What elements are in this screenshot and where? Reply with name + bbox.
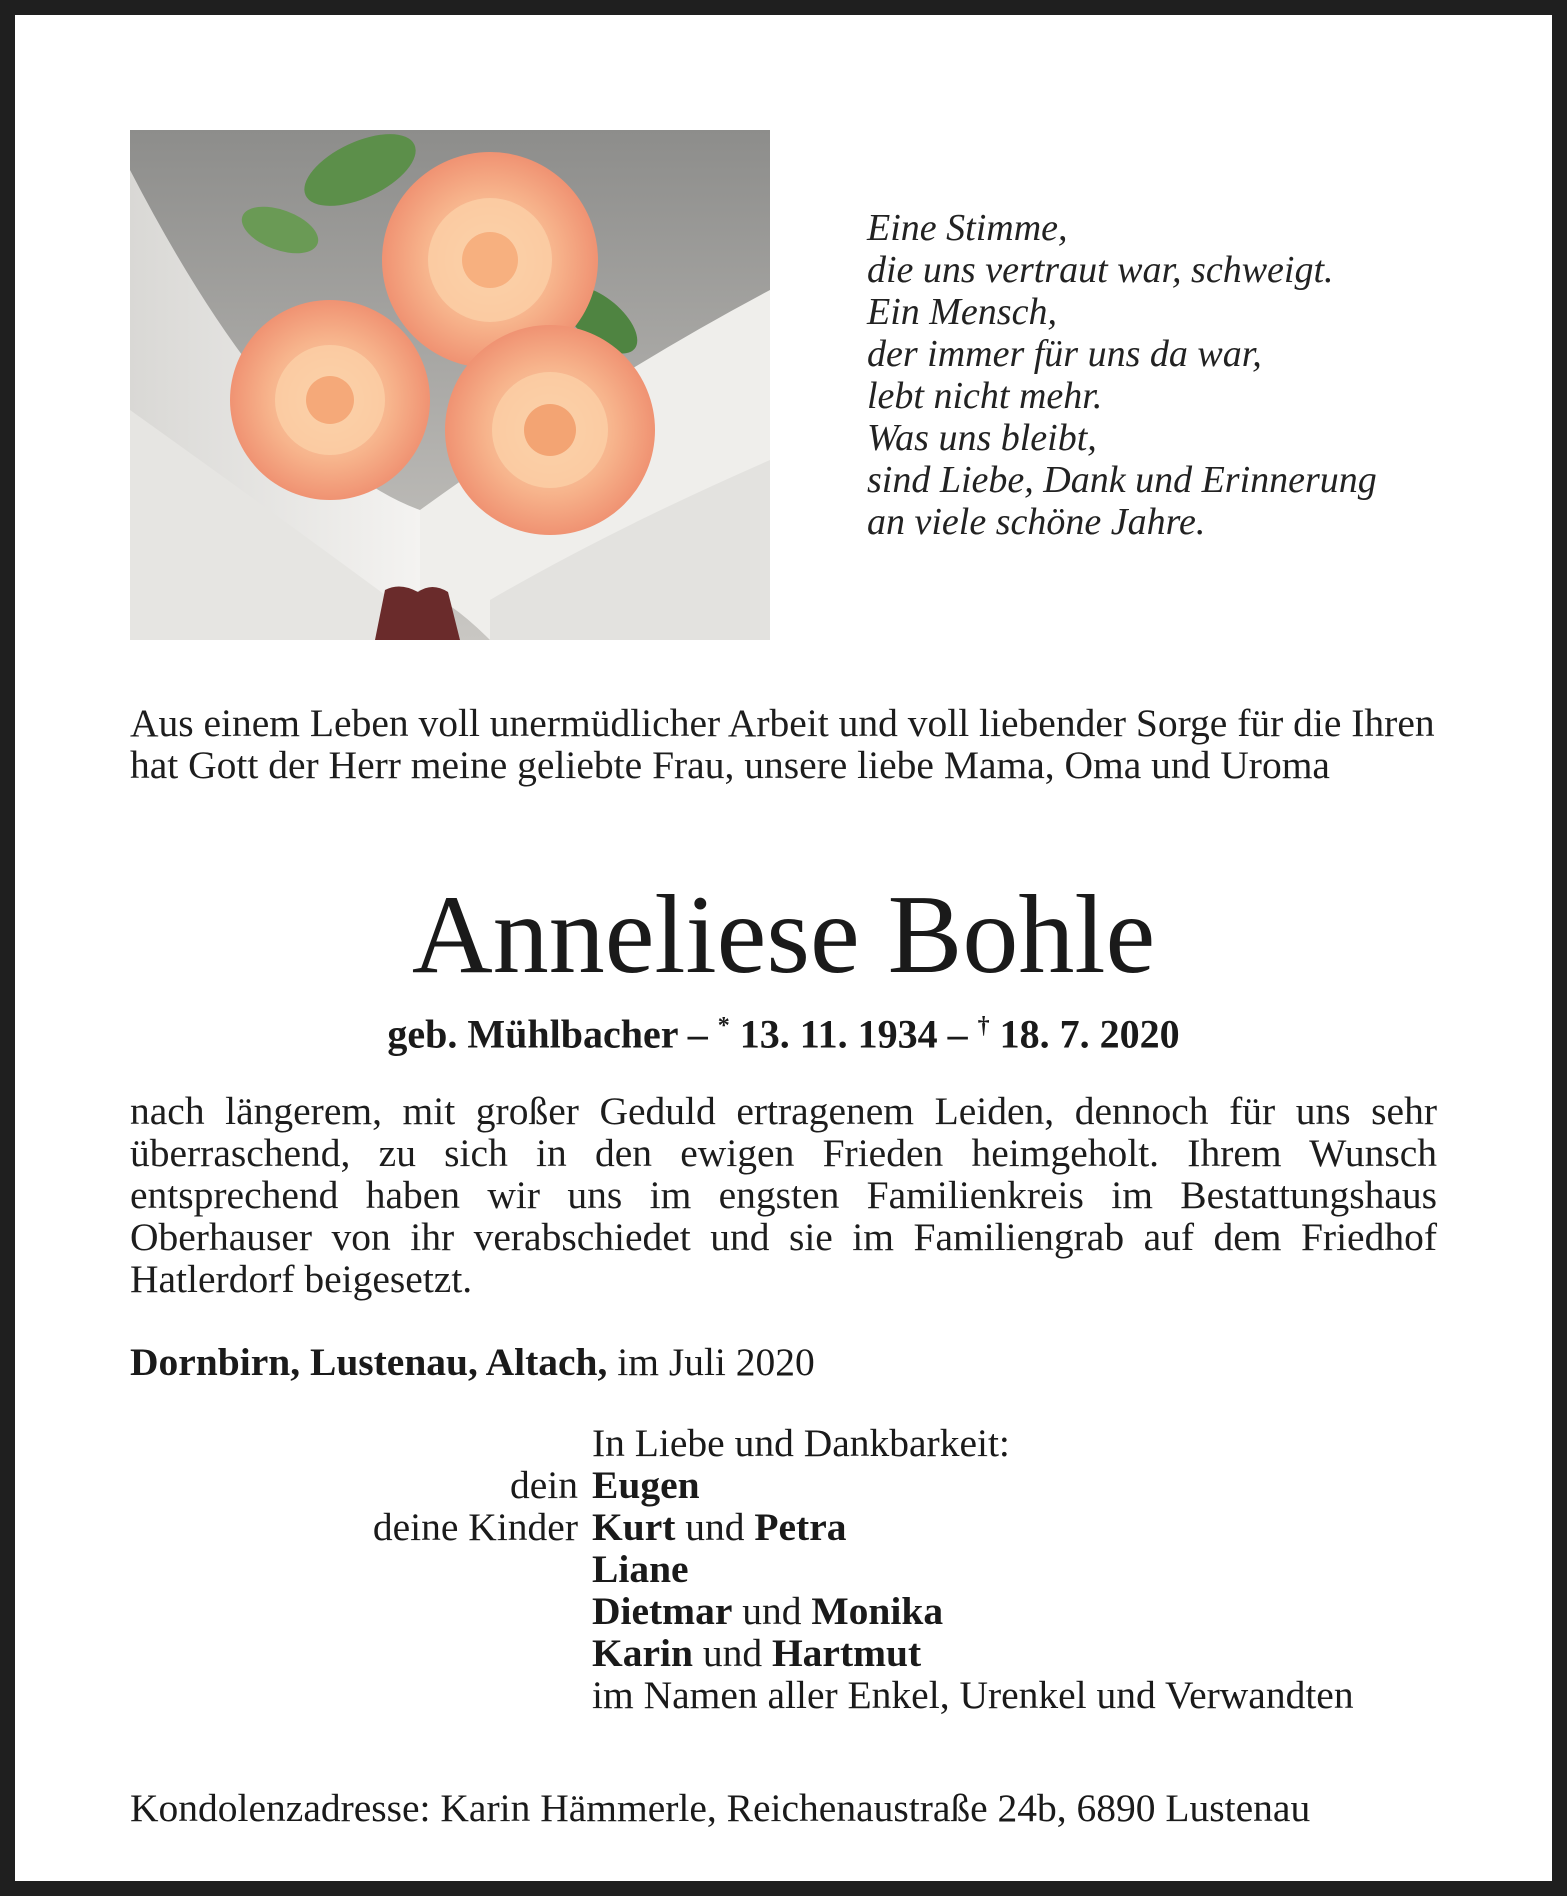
- poem-line: Eine Stimme,: [867, 207, 1068, 249]
- poem-line: Ein Mensch,: [867, 291, 1057, 333]
- roses-on-book-photo: [130, 130, 770, 640]
- signer-name: Eugen: [592, 1463, 700, 1507]
- maiden-name: geb. Mühlbacher: [387, 1011, 678, 1057]
- deceased-name: Anneliese Bohle: [411, 873, 1156, 997]
- signers-block: [130, 1422, 1460, 1716]
- kinder-label: deine Kinder: [372, 1505, 578, 1549]
- roses-illustration: [130, 130, 770, 640]
- poem-line: die uns vertraut war, schweigt.: [867, 249, 1334, 291]
- signer-name: Karin: [592, 1631, 693, 1675]
- place-date-line: [130, 1341, 815, 1383]
- birth-date: 13. 11. 1934: [729, 1011, 938, 1057]
- signer-name: Monika: [811, 1589, 944, 1633]
- birth-symbol: *: [717, 1013, 730, 1039]
- signers-heading: In Liebe und Dankbarkeit:: [592, 1421, 1010, 1465]
- signers-footer: im Namen aller Enkel, Urenkel und Verwandten: [592, 1673, 1354, 1717]
- separator: –: [937, 1011, 978, 1057]
- poem-line: sind Liebe, Dank und Erinnerung: [867, 459, 1377, 501]
- dein-label: dein: [509, 1463, 578, 1507]
- signer-name: Petra: [754, 1505, 847, 1549]
- birth-death-line: [0, 1002, 1567, 1058]
- signer-name: Hartmut: [771, 1631, 922, 1675]
- poem-line: lebt nicht mehr.: [867, 375, 1103, 417]
- poem-line: der immer für uns da war,: [867, 333, 1262, 375]
- place-date: im Juli 2020: [607, 1340, 815, 1384]
- poem-line: Was uns bleibt,: [867, 417, 1097, 459]
- separator: –: [677, 1011, 718, 1057]
- poem-line: an viele schöne Jahre.: [867, 501, 1206, 543]
- und-text: und: [692, 1631, 772, 1675]
- body-paragraph: nach längerem, mit großer Geduld ertragenem Leiden, dennoch für uns sehr überraschend, zu sich in den ewigen Frieden heimgeholt. Ihrem Wunsch entsprechend haben wir uns im engsten Familienkreis im Bestattungshaus Oberhauser von ihr verabschiedet und sie im Familiengrab auf dem Friedhof Hatlerdorf beigesetzt.: [130, 1089, 1437, 1301]
- condolence-address: Kondolenzadresse: Karin Hämmerle, Reichenaustraße 24b, 6890 Lustenau: [130, 1786, 1311, 1830]
- death-symbol: †: [977, 1013, 990, 1039]
- signer-name: Kurt: [592, 1505, 676, 1549]
- signer-name: Liane: [592, 1547, 689, 1591]
- place-towns: Dornbirn, Lustenau, Altach,: [130, 1340, 608, 1384]
- intro-paragraph: Aus einem Leben voll unermüdlicher Arbeit und voll liebender Sorge für die Ihren hat Gott der Herr meine geliebte Frau, unsere liebe Mama, Oma und Uroma: [130, 701, 1435, 787]
- signer-name: Dietmar: [592, 1589, 733, 1633]
- und-text: und: [732, 1589, 812, 1633]
- memorial-poem: [867, 207, 1487, 543]
- death-date: 18. 7. 2020: [989, 1011, 1180, 1057]
- und-text: und: [675, 1505, 755, 1549]
